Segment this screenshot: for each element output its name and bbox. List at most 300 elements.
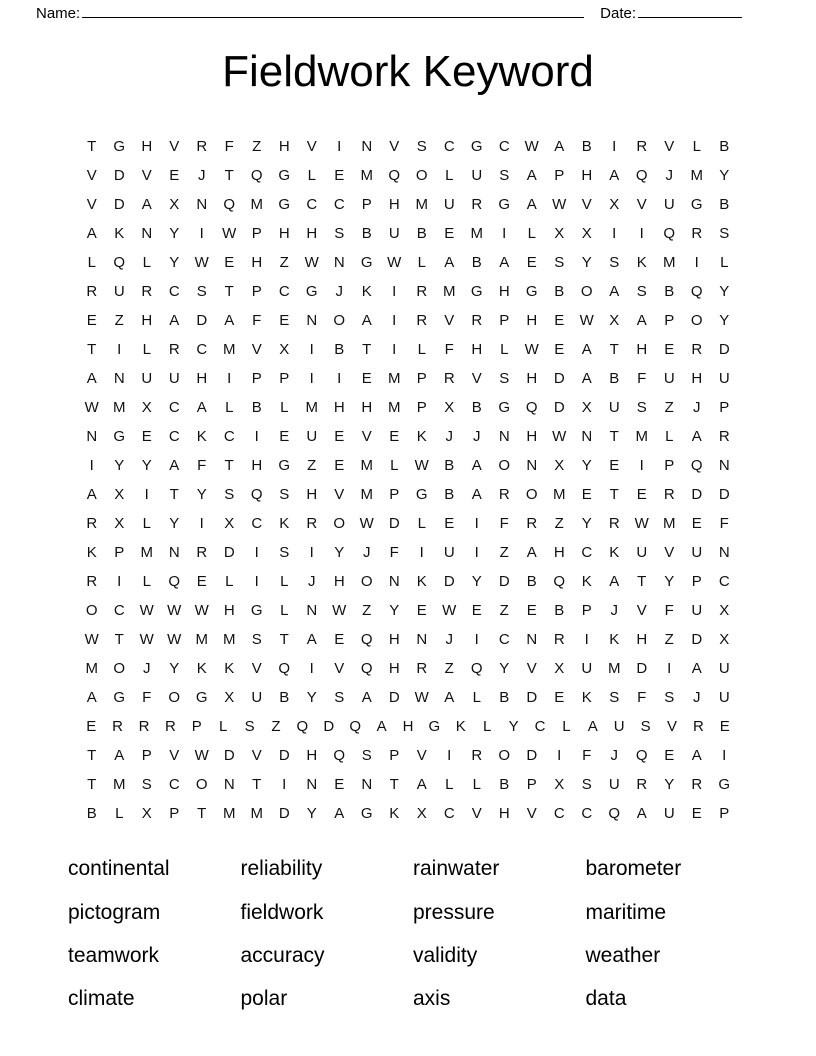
grid-cell[interactable]: A xyxy=(416,776,427,794)
grid-cell[interactable]: T xyxy=(87,138,97,156)
grid-cell[interactable]: Y xyxy=(471,573,482,591)
grid-cell[interactable]: M xyxy=(388,399,401,417)
grid-cell[interactable]: G xyxy=(278,167,291,185)
grid-cell[interactable]: Z xyxy=(554,515,564,533)
grid-cell[interactable]: T xyxy=(169,486,179,504)
grid-cell[interactable]: A xyxy=(691,428,702,446)
grid-cell[interactable]: E xyxy=(691,805,702,823)
grid-cell[interactable]: N xyxy=(168,544,180,562)
grid-cell[interactable]: V xyxy=(389,138,400,156)
grid-cell[interactable]: Q xyxy=(333,747,346,765)
grid-cell[interactable]: A xyxy=(169,457,180,475)
grid-cell[interactable]: R xyxy=(692,718,704,736)
grid-cell[interactable]: E xyxy=(554,341,565,359)
grid-cell[interactable]: O xyxy=(113,660,126,678)
grid-cell[interactable]: H xyxy=(526,370,538,388)
grid-cell[interactable]: G xyxy=(470,283,483,301)
grid-cell[interactable]: R xyxy=(86,283,98,301)
grid-cell[interactable]: C xyxy=(718,573,730,591)
grid-cell[interactable]: F xyxy=(664,602,674,620)
word-list-item[interactable]: pressure xyxy=(413,900,495,924)
grid-cell[interactable]: S xyxy=(719,225,730,243)
grid-cell[interactable]: Q xyxy=(250,167,263,185)
grid-cell[interactable]: C xyxy=(581,544,593,562)
grid-cell[interactable]: Y xyxy=(664,573,675,591)
grid-cell[interactable]: I xyxy=(309,341,314,359)
grid-cell[interactable]: I xyxy=(474,544,479,562)
word-list-item[interactable]: maritime xyxy=(585,900,667,924)
grid-cell[interactable]: C xyxy=(196,341,208,359)
grid-cell[interactable]: X xyxy=(416,805,427,823)
grid-cell[interactable]: U xyxy=(663,370,675,388)
grid-cell[interactable]: L xyxy=(720,254,729,272)
grid-cell[interactable]: A xyxy=(444,254,455,272)
grid-cell[interactable]: Y xyxy=(306,805,317,823)
grid-cell[interactable]: D xyxy=(526,689,538,707)
grid-cell[interactable]: Y xyxy=(169,225,180,243)
grid-cell[interactable]: P xyxy=(416,399,427,417)
grid-cell[interactable]: W xyxy=(222,225,237,243)
grid-cell[interactable]: R xyxy=(636,776,648,794)
grid-cell[interactable]: C xyxy=(168,776,180,794)
grid-cell[interactable]: P xyxy=(279,370,290,388)
grid-cell[interactable]: M xyxy=(250,196,263,214)
grid-cell[interactable]: C xyxy=(251,515,263,533)
grid-cell[interactable]: S xyxy=(636,283,647,301)
grid-cell[interactable]: K xyxy=(86,544,97,562)
grid-cell[interactable]: I xyxy=(117,573,122,591)
grid-cell[interactable]: U xyxy=(608,776,620,794)
grid-cell[interactable]: F xyxy=(142,689,152,707)
grid-cell[interactable]: F xyxy=(719,515,729,533)
grid-cell[interactable]: R xyxy=(168,341,180,359)
grid-cell[interactable]: Y xyxy=(389,602,400,620)
grid-cell[interactable]: X xyxy=(609,196,620,214)
grid-cell[interactable]: H xyxy=(388,631,400,649)
grid-cell[interactable]: H xyxy=(251,457,263,475)
grid-cell[interactable]: X xyxy=(554,660,565,678)
grid-cell[interactable]: E xyxy=(196,573,207,591)
grid-cell[interactable]: M xyxy=(443,283,456,301)
grid-cell[interactable]: Z xyxy=(114,312,124,330)
grid-cell[interactable]: U xyxy=(718,370,730,388)
grid-cell[interactable]: Q xyxy=(635,167,648,185)
grid-cell[interactable]: P xyxy=(191,718,202,736)
grid-cell[interactable]: H xyxy=(388,660,400,678)
grid-cell[interactable]: A xyxy=(587,718,598,736)
grid-cell[interactable]: E xyxy=(471,602,482,620)
grid-cell[interactable]: S xyxy=(609,254,620,272)
grid-cell[interactable]: I xyxy=(419,544,424,562)
grid-cell[interactable]: H xyxy=(636,631,648,649)
grid-cell[interactable]: I xyxy=(722,747,727,765)
grid-cell[interactable]: M xyxy=(223,631,236,649)
grid-cell[interactable]: A xyxy=(691,660,702,678)
grid-cell[interactable]: M xyxy=(195,631,208,649)
grid-cell[interactable]: I xyxy=(309,370,314,388)
grid-cell[interactable]: L xyxy=(142,341,151,359)
grid-cell[interactable]: X xyxy=(554,776,565,794)
grid-cell[interactable]: A xyxy=(636,312,647,330)
grid-cell[interactable]: G xyxy=(428,718,441,736)
grid-cell[interactable]: W xyxy=(139,631,154,649)
grid-cell[interactable]: Q xyxy=(250,486,263,504)
grid-cell[interactable]: V xyxy=(169,138,180,156)
grid-cell[interactable]: S xyxy=(499,370,510,388)
grid-cell[interactable]: L xyxy=(692,138,701,156)
grid-cell[interactable]: M xyxy=(360,457,373,475)
grid-cell[interactable]: Z xyxy=(664,399,674,417)
grid-cell[interactable]: A xyxy=(141,196,152,214)
grid-cell[interactable]: U xyxy=(168,370,180,388)
grid-cell[interactable]: T xyxy=(362,341,372,359)
grid-cell[interactable]: W xyxy=(387,254,402,272)
grid-cell[interactable]: H xyxy=(278,138,290,156)
grid-cell[interactable]: T xyxy=(197,805,207,823)
grid-cell[interactable]: H xyxy=(306,747,318,765)
grid-cell[interactable]: X xyxy=(609,312,620,330)
grid-cell[interactable]: G xyxy=(113,428,126,446)
grid-cell[interactable]: I xyxy=(309,660,314,678)
grid-cell[interactable]: I xyxy=(557,747,562,765)
grid-cell[interactable]: S xyxy=(499,167,510,185)
grid-cell[interactable]: G xyxy=(360,805,373,823)
grid-cell[interactable]: W xyxy=(304,254,319,272)
grid-cell[interactable]: S xyxy=(636,399,647,417)
grid-cell[interactable]: B xyxy=(471,399,482,417)
grid-cell[interactable]: D xyxy=(278,747,290,765)
grid-cell[interactable]: E xyxy=(444,515,455,533)
grid-cell[interactable]: R xyxy=(416,312,428,330)
grid-cell[interactable]: Z xyxy=(252,138,262,156)
grid-cell[interactable]: C xyxy=(223,428,235,446)
grid-cell[interactable]: T xyxy=(87,341,97,359)
word-list-item[interactable]: reliability xyxy=(240,857,323,881)
word-list-item[interactable]: fieldwork xyxy=(240,900,324,924)
grid-cell[interactable]: A xyxy=(499,254,510,272)
grid-cell[interactable]: I xyxy=(227,370,232,388)
grid-cell[interactable]: L xyxy=(225,399,234,417)
grid-cell[interactable]: X xyxy=(224,689,235,707)
word-list-item[interactable]: validity xyxy=(413,943,478,967)
grid-cell[interactable]: R xyxy=(86,515,98,533)
grid-cell[interactable]: A xyxy=(114,747,125,765)
grid-cell[interactable]: O xyxy=(85,602,98,620)
grid-cell[interactable]: T xyxy=(637,573,647,591)
grid-cell[interactable]: D xyxy=(443,573,455,591)
grid-cell[interactable]: L xyxy=(142,573,151,591)
grid-cell[interactable]: I xyxy=(612,138,617,156)
grid-cell[interactable]: K xyxy=(224,660,235,678)
grid-cell[interactable]: Y xyxy=(508,718,519,736)
grid-cell[interactable]: U xyxy=(443,544,455,562)
grid-cell[interactable]: E xyxy=(334,631,345,649)
grid-cell[interactable]: M xyxy=(305,399,318,417)
grid-cell[interactable]: H xyxy=(251,254,263,272)
grid-cell[interactable]: F xyxy=(637,689,647,707)
grid-cell[interactable]: O xyxy=(360,573,373,591)
grid-cell[interactable]: R xyxy=(691,341,703,359)
grid-cell[interactable]: P xyxy=(389,747,400,765)
grid-cell[interactable]: A xyxy=(361,689,372,707)
grid-cell[interactable]: W xyxy=(359,515,374,533)
grid-cell[interactable]: N xyxy=(581,428,593,446)
grid-cell[interactable]: W xyxy=(579,312,594,330)
grid-cell[interactable]: P xyxy=(251,283,262,301)
grid-cell[interactable]: H xyxy=(498,805,510,823)
grid-cell[interactable]: S xyxy=(141,776,152,794)
grid-cell[interactable]: C xyxy=(168,283,180,301)
grid-cell[interactable]: R xyxy=(443,370,455,388)
grid-cell[interactable]: Q xyxy=(360,631,373,649)
grid-cell[interactable]: D xyxy=(553,370,565,388)
grid-cell[interactable]: G xyxy=(360,254,373,272)
grid-cell[interactable]: V xyxy=(334,660,345,678)
grid-cell[interactable]: E xyxy=(691,515,702,533)
grid-cell[interactable]: T xyxy=(87,747,97,765)
grid-cell[interactable]: G xyxy=(278,196,291,214)
grid-cell[interactable]: G xyxy=(113,138,126,156)
grid-cell[interactable]: P xyxy=(719,399,730,417)
grid-cell[interactable]: I xyxy=(639,225,644,243)
grid-cell[interactable]: W xyxy=(167,631,182,649)
grid-cell[interactable]: U xyxy=(113,283,125,301)
grid-cell[interactable]: Y xyxy=(334,544,345,562)
grid-cell[interactable]: K xyxy=(581,689,592,707)
grid-cell[interactable]: D xyxy=(691,631,703,649)
grid-cell[interactable]: R xyxy=(141,283,153,301)
grid-cell[interactable]: S xyxy=(554,254,565,272)
word-list-item[interactable]: weather xyxy=(585,943,661,967)
grid-cell[interactable]: R xyxy=(553,631,565,649)
grid-cell[interactable]: T xyxy=(224,283,234,301)
grid-cell[interactable]: N xyxy=(306,776,318,794)
grid-cell[interactable]: U xyxy=(471,167,483,185)
grid-cell[interactable]: P xyxy=(719,805,730,823)
grid-cell[interactable]: H xyxy=(223,602,235,620)
grid-cell[interactable]: V xyxy=(169,747,180,765)
grid-cell[interactable]: M xyxy=(663,515,676,533)
grid-cell[interactable]: H xyxy=(553,544,565,562)
grid-cell[interactable]: W xyxy=(139,602,154,620)
grid-cell[interactable]: N xyxy=(526,631,538,649)
grid-cell[interactable]: H xyxy=(691,370,703,388)
grid-cell[interactable]: K xyxy=(581,573,592,591)
grid-cell[interactable]: K xyxy=(361,283,372,301)
grid-cell[interactable]: N xyxy=(718,544,730,562)
grid-cell[interactable]: R xyxy=(691,776,703,794)
grid-cell[interactable]: J xyxy=(363,544,371,562)
grid-cell[interactable]: C xyxy=(333,196,345,214)
grid-cell[interactable]: Z xyxy=(362,602,372,620)
grid-cell[interactable]: M xyxy=(635,428,648,446)
grid-cell[interactable]: Y xyxy=(581,457,592,475)
grid-cell[interactable]: I xyxy=(474,515,479,533)
grid-cell[interactable]: A xyxy=(691,747,702,765)
grid-cell[interactable]: W xyxy=(552,196,567,214)
grid-cell[interactable]: G xyxy=(415,486,428,504)
grid-cell[interactable]: A xyxy=(86,370,97,388)
grid-cell[interactable]: A xyxy=(554,138,565,156)
grid-cell[interactable]: Z xyxy=(279,254,289,272)
grid-cell[interactable]: H xyxy=(471,341,483,359)
grid-cell[interactable]: H xyxy=(526,428,538,446)
grid-cell[interactable]: Q xyxy=(296,718,309,736)
grid-cell[interactable]: D xyxy=(526,747,538,765)
grid-cell[interactable]: Y xyxy=(169,660,180,678)
grid-cell[interactable]: T xyxy=(224,167,234,185)
grid-cell[interactable]: P xyxy=(251,370,262,388)
grid-cell[interactable]: N xyxy=(333,254,345,272)
grid-cell[interactable]: U xyxy=(388,225,400,243)
grid-cell[interactable]: X xyxy=(279,341,290,359)
grid-cell[interactable]: R xyxy=(416,660,428,678)
grid-cell[interactable]: X xyxy=(581,225,592,243)
grid-cell[interactable]: B xyxy=(664,283,675,301)
grid-cell[interactable]: R xyxy=(608,515,620,533)
grid-cell[interactable]: W xyxy=(524,341,539,359)
grid-cell[interactable]: F xyxy=(389,544,399,562)
grid-cell[interactable]: I xyxy=(144,486,149,504)
grid-cell[interactable]: T xyxy=(114,631,124,649)
grid-cell[interactable]: W xyxy=(414,457,429,475)
grid-cell[interactable]: N xyxy=(141,225,153,243)
grid-cell[interactable]: B xyxy=(526,573,537,591)
grid-cell[interactable]: G xyxy=(305,283,318,301)
grid-cell[interactable]: D xyxy=(388,689,400,707)
grid-cell[interactable]: C xyxy=(443,138,455,156)
grid-cell[interactable]: M xyxy=(223,805,236,823)
grid-cell[interactable]: E xyxy=(361,370,372,388)
grid-cell[interactable]: G xyxy=(195,689,208,707)
grid-cell[interactable]: D xyxy=(553,399,565,417)
grid-cell[interactable]: V xyxy=(251,660,262,678)
grid-cell[interactable]: X xyxy=(141,399,152,417)
grid-cell[interactable]: C xyxy=(553,805,565,823)
grid-cell[interactable]: E xyxy=(609,457,620,475)
grid-cell[interactable]: L xyxy=(417,515,426,533)
grid-cell[interactable]: I xyxy=(584,631,589,649)
grid-cell[interactable]: U xyxy=(251,689,263,707)
grid-cell[interactable]: J xyxy=(445,428,453,446)
grid-cell[interactable]: I xyxy=(639,457,644,475)
grid-cell[interactable]: N xyxy=(223,776,235,794)
grid-cell[interactable]: I xyxy=(117,341,122,359)
grid-cell[interactable]: H xyxy=(361,399,373,417)
grid-cell[interactable]: T xyxy=(252,776,262,794)
grid-cell[interactable]: O xyxy=(498,747,511,765)
word-list-item[interactable]: teamwork xyxy=(68,943,160,967)
grid-cell[interactable]: H xyxy=(636,341,648,359)
grid-cell[interactable]: I xyxy=(474,631,479,649)
grid-cell[interactable]: V xyxy=(636,196,647,214)
grid-cell[interactable]: P xyxy=(554,167,565,185)
grid-cell[interactable]: L xyxy=(527,225,536,243)
grid-cell[interactable]: D xyxy=(498,573,510,591)
grid-cell[interactable]: E xyxy=(664,747,675,765)
grid-cell[interactable]: K xyxy=(416,428,427,446)
grid-cell[interactable]: Y xyxy=(581,254,592,272)
grid-cell[interactable]: M xyxy=(388,370,401,388)
word-list-item[interactable]: data xyxy=(585,986,627,1010)
grid-cell[interactable]: T xyxy=(87,776,97,794)
grid-cell[interactable]: I xyxy=(282,776,287,794)
grid-cell[interactable]: G xyxy=(250,602,263,620)
grid-cell[interactable]: D xyxy=(636,660,648,678)
grid-cell[interactable]: L xyxy=(87,254,96,272)
grid-cell[interactable]: I xyxy=(254,428,259,446)
grid-cell[interactable]: H xyxy=(141,312,153,330)
grid-cell[interactable]: P xyxy=(416,370,427,388)
grid-cell[interactable]: C xyxy=(534,718,546,736)
grid-cell[interactable]: F xyxy=(582,747,592,765)
grid-cell[interactable]: V xyxy=(526,805,537,823)
grid-cell[interactable]: Y xyxy=(719,283,730,301)
grid-cell[interactable]: R xyxy=(471,747,483,765)
grid-cell[interactable]: N xyxy=(196,196,208,214)
grid-cell[interactable]: O xyxy=(415,167,428,185)
grid-cell[interactable]: W xyxy=(524,138,539,156)
word-list-item[interactable]: barometer xyxy=(585,857,682,881)
grid-cell[interactable]: Q xyxy=(690,457,703,475)
grid-cell[interactable]: A xyxy=(86,486,97,504)
grid-cell[interactable]: A xyxy=(444,689,455,707)
grid-cell[interactable]: B xyxy=(444,457,455,475)
grid-cell[interactable]: K xyxy=(609,544,620,562)
grid-cell[interactable]: R xyxy=(636,138,648,156)
grid-cell[interactable]: N xyxy=(361,776,373,794)
grid-cell[interactable]: G xyxy=(498,196,511,214)
grid-cell[interactable]: N xyxy=(306,602,318,620)
grid-cell[interactable]: C xyxy=(168,428,180,446)
grid-cell[interactable]: L xyxy=(142,515,151,533)
grid-cell[interactable]: M xyxy=(415,196,428,214)
grid-cell[interactable]: T xyxy=(609,428,619,446)
grid-cell[interactable]: A xyxy=(361,312,372,330)
grid-cell[interactable]: E xyxy=(86,718,97,736)
grid-cell[interactable]: S xyxy=(361,747,372,765)
grid-cell[interactable]: R xyxy=(86,573,98,591)
grid-cell[interactable]: M xyxy=(360,486,373,504)
grid-cell[interactable]: C xyxy=(443,805,455,823)
grid-cell[interactable]: M xyxy=(140,544,153,562)
grid-cell[interactable]: J xyxy=(473,428,481,446)
grid-cell[interactable]: E xyxy=(444,225,455,243)
grid-cell[interactable]: O xyxy=(333,515,346,533)
grid-cell[interactable]: K xyxy=(389,805,400,823)
grid-cell[interactable]: M xyxy=(223,341,236,359)
grid-cell[interactable]: X xyxy=(554,225,565,243)
grid-cell[interactable]: O xyxy=(498,457,511,475)
grid-cell[interactable]: V xyxy=(636,602,647,620)
grid-cell[interactable]: V xyxy=(251,341,262,359)
grid-cell[interactable]: D xyxy=(196,312,208,330)
grid-cell[interactable]: M xyxy=(470,225,483,243)
grid-cell[interactable]: T xyxy=(279,631,289,649)
grid-cell[interactable]: V xyxy=(141,167,152,185)
grid-cell[interactable]: O xyxy=(690,312,703,330)
grid-cell[interactable]: I xyxy=(254,573,259,591)
grid-cell[interactable]: R xyxy=(416,283,428,301)
grid-cell[interactable]: J xyxy=(665,167,673,185)
grid-cell[interactable]: A xyxy=(376,718,387,736)
grid-cell[interactable]: U xyxy=(663,805,675,823)
grid-cell[interactable]: A xyxy=(471,486,482,504)
grid-cell[interactable]: S xyxy=(224,486,235,504)
grid-cell[interactable]: T xyxy=(609,486,619,504)
grid-cell[interactable]: B xyxy=(471,254,482,272)
grid-cell[interactable]: E xyxy=(86,312,97,330)
